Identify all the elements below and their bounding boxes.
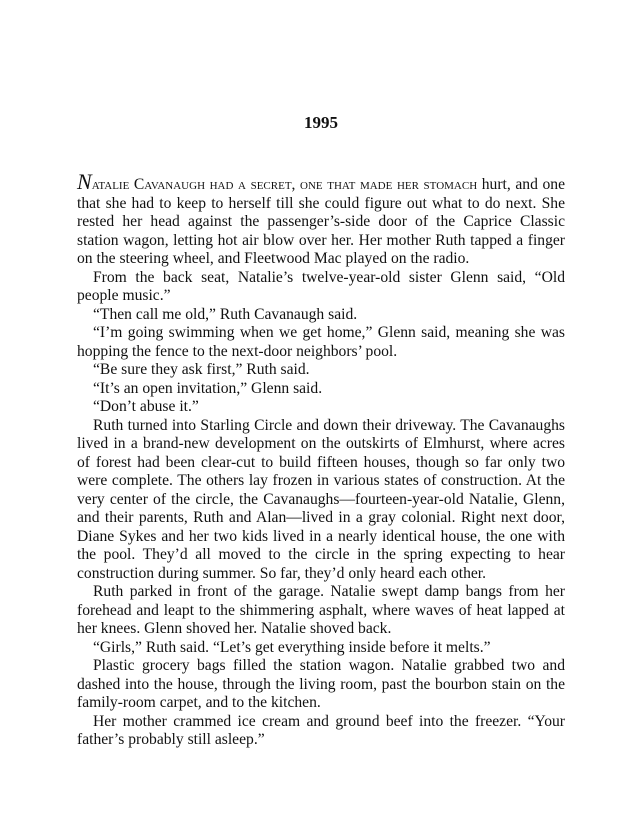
paragraph: “It’s an open invitation,” Glenn said. xyxy=(93,379,323,397)
paragraph: “Be sure they ask first,” Ruth said. xyxy=(93,361,310,378)
chapter-title: 1995 xyxy=(304,113,338,132)
paragraph: Plastic grocery bags filled the station wagon. Natalie grabbed two and dashed into the house, through the living room, past the bourbon stain on the family-room carpet, and to the kitchen. xyxy=(77,657,565,711)
paragraph: Her mother crammed ice cream and ground beef into the freezer. “Your father’s probably still asleep.” xyxy=(77,712,565,748)
drop-letter: N xyxy=(77,169,92,194)
paragraph: Ruth turned into Starling Circle and down their driveway. The Cavanaughs lived in a brand-new development on the outskirts of Elmhurst, where acres of forest had been clear-cut to build fifteen houses, though so far only two were complete. The others lay frozen in various states of construction. At the very center of the circle, the Cavanaughs—fourteen-year-old Natalie, Glenn, and their parents, Ruth and Alan—lived in a gray colonial. Right next door, Diane Sykes and her two kids lived in a nearly identical house, the one with the pool. They’d all moved to the circle in the spring expecting to hear construction during summer. So far, they’d only heard each other. xyxy=(77,416,565,582)
opening-rest: hurt, and one that she had to keep to herself till she could figure out what to do next. She rested her head against the passenger’s-side door of the Caprice Classic station wagon, letting hot air blow over her. Her mother Ruth tapped a finger on the steering wheel, and Fleetwood Mac played on the radio. xyxy=(77,176,565,267)
paragraph: “Girls,” Ruth said. “Let’s get everything inside before it melts.” xyxy=(93,638,491,656)
opening-paragraph xyxy=(77,169,565,269)
paragraph: From the back seat, Natalie’s twelve-year-old sister Glenn said, “Old people music.” xyxy=(77,268,565,304)
paragraph: “I’m going swimming when we get home,” Glenn said, meaning she was hopping the fence to the next-door neighbors’ pool. xyxy=(77,324,565,360)
paragraph: Ruth parked in front of the garage. Natalie swept damp bangs from her forehead and leapt to the shimmering asphalt, where waves of heat lapped at her knees. Glenn shoved her. Natalie shoved back. xyxy=(77,583,565,637)
paragraph: “Then call me old,” Ruth Cavanaugh said. xyxy=(93,305,358,323)
paragraph: “Don’t abuse it.” xyxy=(93,398,199,415)
body-text xyxy=(77,169,565,750)
small-caps-lead: atalie Cavanaugh had a secret, one that made her stomach xyxy=(91,176,478,193)
